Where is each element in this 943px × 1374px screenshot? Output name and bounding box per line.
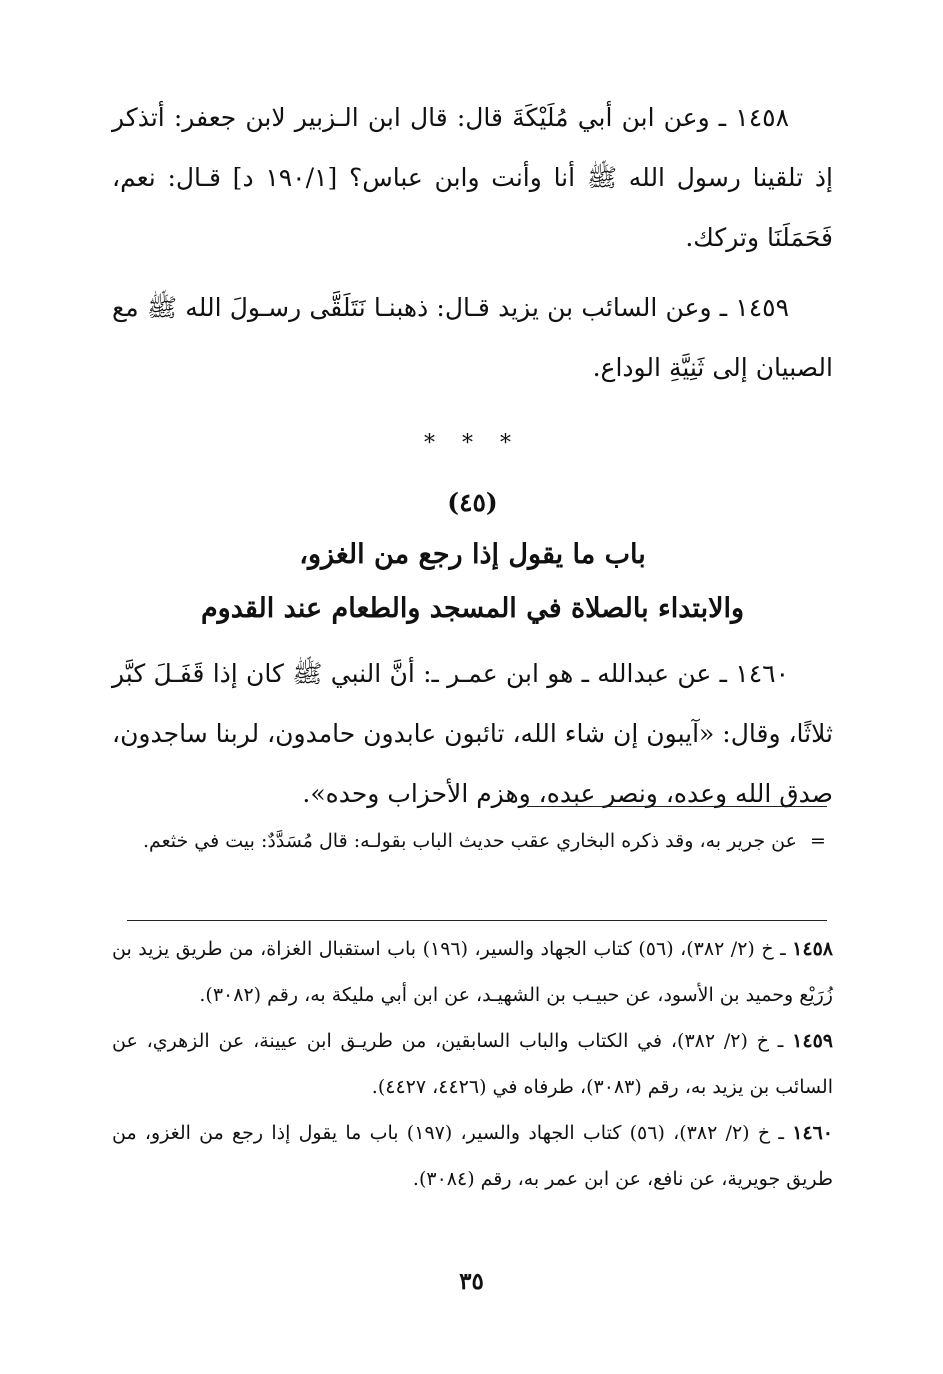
footnotes — [112, 926, 833, 1202]
footnote-divider — [127, 920, 827, 921]
footnote-divider-short — [527, 806, 827, 807]
chapter-title-line2: والابتداء بالصلاة في المسجد والطعام عند القدوم — [200, 593, 745, 624]
footnote-1459 — [112, 1018, 833, 1110]
continuation-mark: = — [810, 830, 826, 852]
footnote-1458 — [112, 926, 833, 1018]
chapter-title — [112, 528, 833, 636]
footnote-continuation — [112, 818, 833, 864]
hadith-1458: ١٤٥٨ ـ وعن ابن أبي مُلَيْكَةَ قال: قال ابن الـزبير لابن جعفر: أتذكر إذ تلقينا رسول الله ﷺ أنا وأنت وابن عباس؟ [١٩٠/١ د] قـال: نعم، فَحَمَلَنَا وتركك. — [112, 103, 833, 252]
footnote-text: ـ خ (٢/ ٣٨٢)، في الكتاب والباب السابقين، من طريـق ابن عيينة، عن الزهري، عن السائب بن يزيد به، رقم (٣٠٨٣)، طرفاه في (٤٤٢٦، ٤٤٢٧). — [112, 1030, 833, 1098]
footnote-continuation-text: = عن جرير به، وقد ذكره البخاري عقب حديث الباب بقولـه: قال مُسَدَّدٌ: بيت في خثعم. — [112, 818, 833, 864]
footnote-number: ١٤٥٨ — [792, 938, 833, 960]
footnote-text: ـ خ (٢/ ٣٨٢)، (٥٦) كتاب الجهاد والسير، (١٩٦) باب استقبال الغزاة، من طريق يزيد بن زُرَيْع وحميد بن الأسود، عن حبيـب بن الشهيـد، عن ابن أبي مليكة به، رقم (٣٠٨٢). — [112, 938, 833, 1006]
footnote-text: ـ خ (٢/ ٣٨٢)، (٥٦) كتاب الجهاد والسير، (١٩٧) باب ما يقول إذا رجع من الغزو، من طريق جويرية، عن نافع، عن ابن عمر به، رقم (٣٠٨٤). — [112, 1122, 833, 1190]
chapter-title-line1: باب ما يقول إذا رجع من الغزو، — [299, 539, 646, 570]
section-separator: * * * — [424, 431, 521, 456]
hadith-1460: ١٤٦٠ ـ عن عبدالله ـ هو ابن عمـر ـ: أنَّ النبي ﷺ كان إذا قَفَـلَ كبَّر ثلاثًا، وقال: «آيبون إن شاء الله، تائبون عابدون حامدون، لربنا ساجدون، صدق الله وعده، ونصر عبده، وهزم الأحزاب وحده». — [112, 659, 833, 808]
footnote-1460 — [112, 1110, 833, 1202]
footnote-number: ١٤٦٠ — [792, 1122, 834, 1144]
footnote-number: ١٤٥٩ — [792, 1030, 833, 1052]
main-text — [112, 88, 833, 824]
page-number: ٣٥ — [459, 1268, 484, 1295]
chapter-number: (٤٥) — [447, 488, 498, 517]
hadith-1459: ١٤٥٩ ـ وعن السائب بن يزيد قـال: ذهبنـا نَتَلَقَّى رسـولَ الله ﷺ مع الصبيان إلى ثَنِيَّةِ الوداع. — [112, 293, 833, 382]
